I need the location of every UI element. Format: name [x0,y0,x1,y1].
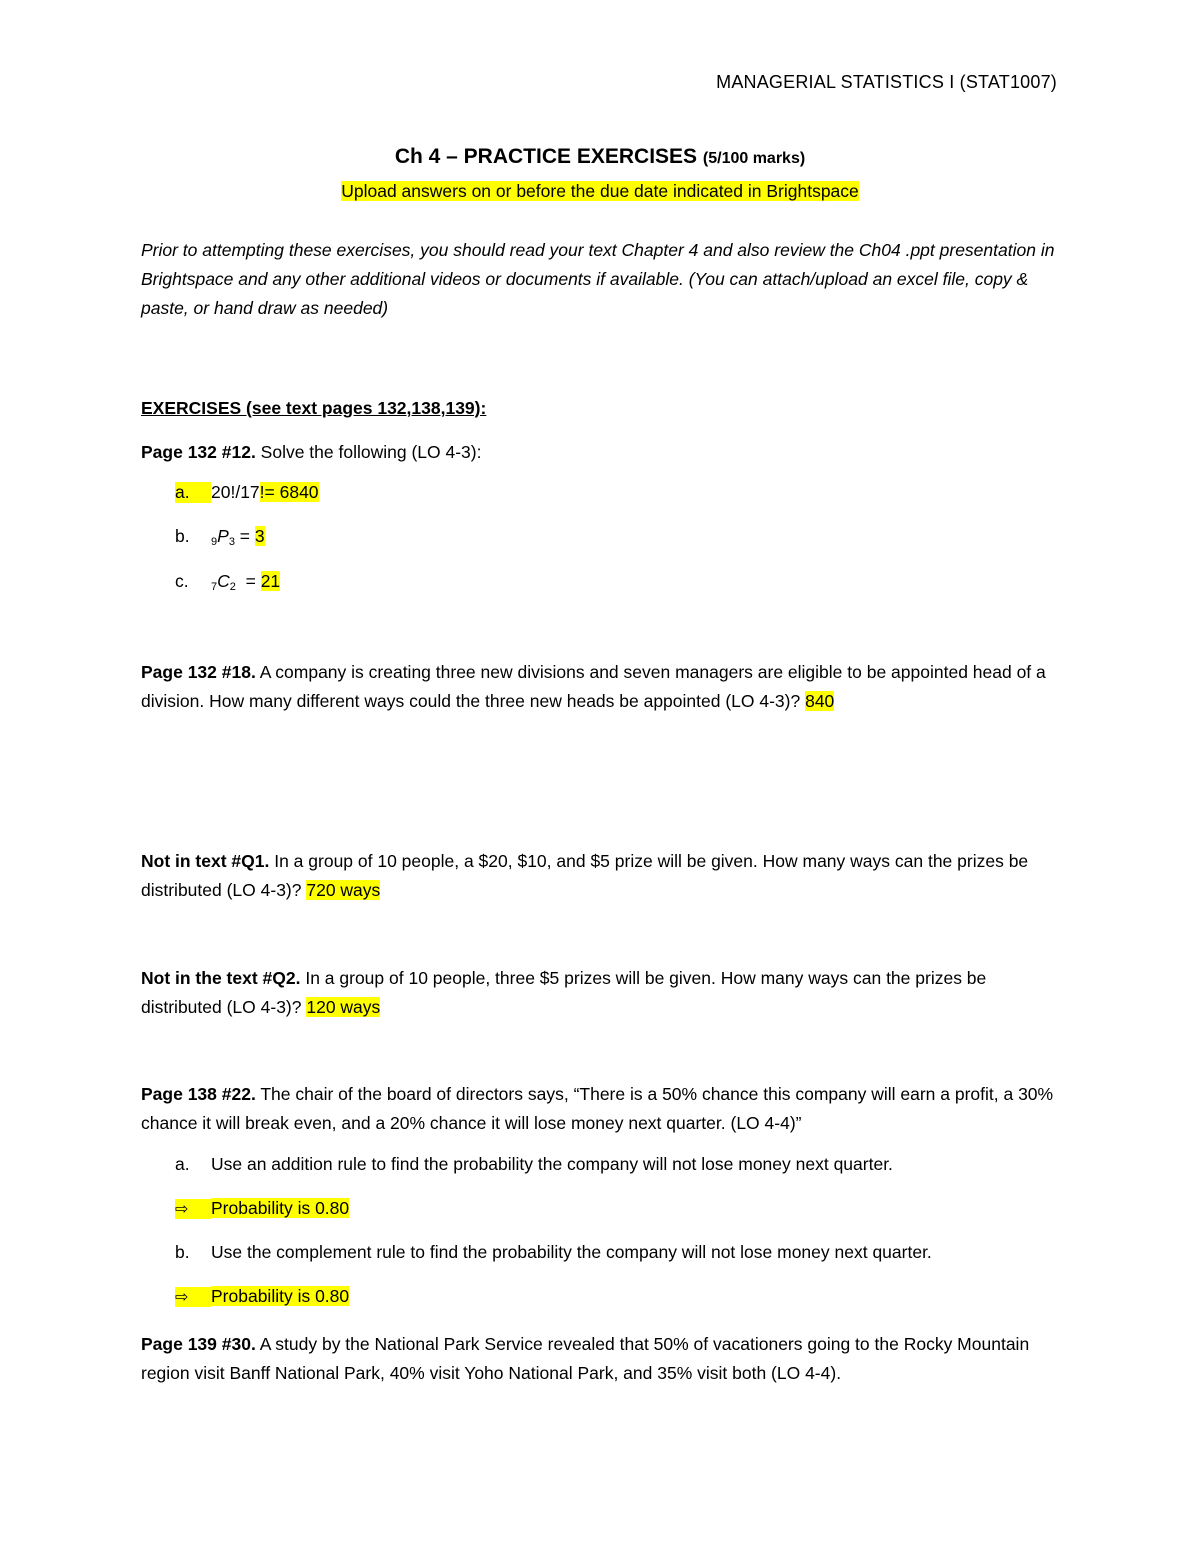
question-12-item-a [175,482,319,503]
question-22-item-b [175,1242,932,1263]
arrow-right-icon: ⇨ [175,1287,211,1307]
q22-answer-b-text: Probability is 0.80 [211,1286,350,1306]
question-22-answer-a [175,1198,349,1219]
question-nq1-answer: 720 ways [306,880,381,900]
item-c-post-sub: 2 [229,581,236,593]
item-c-answer: 21 [260,571,281,591]
intro-paragraph: Prior to attempting these exercises, you should read your text Chapter 4 and also review the Ch04 .ppt presentation in Brightspace and any other additional videos or documents if available. (You can attach/upload an excel file, copy & paste, or hand draw as needed) [141,240,1055,318]
title-main: Ch 4 – PRACTICE EXERCISES [394,145,698,168]
upload-notice [0,181,1200,202]
item-c-pre-sub: 7 [211,581,218,593]
q22-item-b-text: Use the complement rule to find the probability the company will not lose money next quarter. [211,1242,932,1262]
question-nq2-label: Not in the text #Q2. [141,968,301,988]
item-a-letter: a. [175,482,211,503]
q22-item-b-letter: b. [175,1242,190,1262]
question-nq2-answer: 120 ways [306,997,381,1017]
item-a-answer: != 6840 [259,482,319,502]
item-c-letter: c. [175,571,189,591]
question-22-item-a [175,1154,893,1175]
item-b-answer: 3 [254,526,265,546]
q22-answer-a-text: Probability is 0.80 [211,1198,350,1218]
question-12 [141,438,1061,467]
question-12-label: Page 132 #12. [141,442,256,462]
question-12-item-b [175,526,265,548]
upload-notice-text: Upload answers on or before the due date indicated in Brightspace [341,181,859,201]
question-12-text: Solve the following (LO 4-3): [255,442,482,462]
item-c-symbol: C [217,571,230,591]
question-22-label: Page 138 #22. [141,1084,256,1104]
question-30-label: Page 139 #30. [141,1334,256,1354]
question-18-text: A company is creating three new divisions and seven managers are eligible to be appointed head of a division. How many different ways could the three new heads be appointed (LO 4-3)? [141,662,1046,711]
question-22 [141,1080,1061,1138]
question-22-answer-b [175,1286,349,1307]
item-b-eq: = [234,526,255,546]
question-nq2-text: In a group of 10 people, three $5 prizes will be given. How many ways can the prizes be distributed (LO 4-3)? [141,968,987,1017]
question-12-item-c [175,571,280,593]
title-marks: (5/100 marks) [702,150,806,167]
question-nq2 [141,964,1061,1022]
question-30 [141,1330,1061,1388]
item-b-symbol: P [217,526,229,546]
question-22-text: The chair of the board of directors says, “There is a 50% chance this company will earn a profit, a 30% chance it will break even, and a 20% chance it will lose money next quarter. (LO 4-4)” [141,1084,1054,1133]
arrow-right-icon: ⇨ [175,1199,211,1219]
question-nq1-label: Not in text #Q1. [141,851,270,871]
question-18 [141,658,1061,716]
item-a-expression: 20!/17 [211,482,260,502]
page-title [0,145,1200,169]
question-18-answer: 840 [805,691,835,711]
question-18-label: Page 132 #18. [141,662,256,682]
question-nq1-text: In a group of 10 people, a $20, $10, and $5 prize will be given. How many ways can the prizes be distributed (LO 4-3)? [141,851,1029,900]
item-c-eq: = [235,571,261,591]
question-30-text: A study by the National Park Service revealed that 50% of vacationers going to the Rocky Mountain region visit Banff National Park, 40% visit Yoho National Park, and 35% visit both (LO 4-4). [141,1334,1030,1383]
course-header: MANAGERIAL STATISTICS I (STAT1007) [716,72,1057,92]
q22-item-a-letter: a. [175,1154,190,1174]
exercises-heading: EXERCISES (see text pages 132,138,139): [141,398,487,418]
item-b-pre-sub: 9 [211,536,218,548]
item-b-letter: b. [175,526,190,546]
q22-item-a-text: Use an addition rule to find the probability the company will not lose money next quarter. [211,1154,893,1174]
item-b-post-sub: 3 [228,536,235,548]
question-nq1 [141,847,1061,905]
